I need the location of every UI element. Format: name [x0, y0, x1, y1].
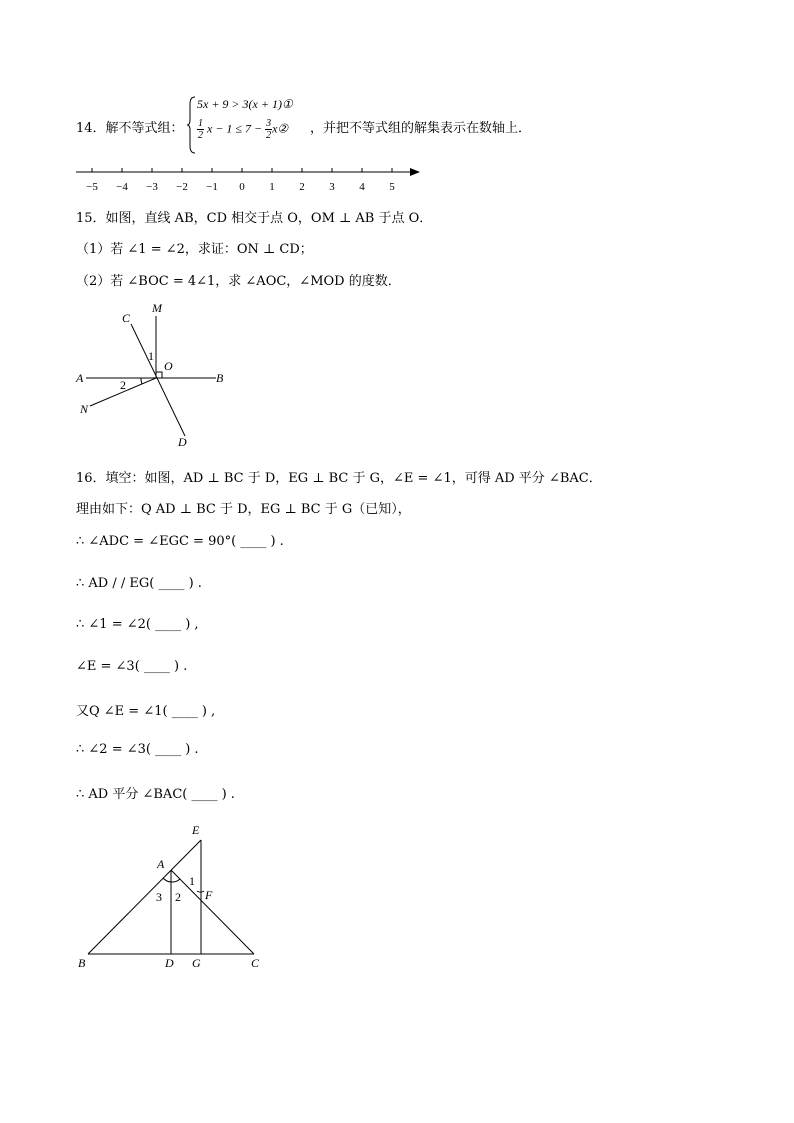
label-angle-3: 3	[156, 890, 162, 904]
label-c: C	[122, 311, 131, 325]
q15-line2: （1）若 ∠1 = ∠2，求证：ON ⊥ CD；	[76, 242, 313, 257]
tick-label: −4	[116, 181, 128, 193]
segment-ac	[171, 870, 254, 954]
q16-line1: 16．填空：如图，AD ⊥ BC 于 D，EG ⊥ BC 于 G，∠E = ∠1，可得 AD 平分 ∠BAC．	[76, 471, 602, 486]
label-d: D	[178, 435, 187, 449]
label-n: N	[80, 402, 89, 416]
q14-suffix: ，并把不等式组的解集表示在数轴上．	[310, 121, 532, 136]
arrow-right-icon	[410, 168, 420, 176]
label-a: A	[76, 371, 84, 385]
label-a2: A	[157, 857, 165, 871]
segment-be	[88, 840, 201, 954]
inequality-2-part-a: x − 1 ≤ 7 −	[207, 121, 263, 136]
label-angle-2: 2	[120, 378, 126, 392]
q16-step-4: ∠E = ∠3( ____ ) .	[76, 659, 188, 674]
label-m: M	[152, 301, 162, 315]
line-cd	[131, 324, 185, 436]
label-f: F	[205, 888, 213, 902]
fraction-half: $\frac{1}{2}$	[198, 118, 203, 141]
label-d2: D	[165, 956, 174, 970]
label-angle-1b: 1	[189, 874, 195, 888]
tick-label: 3	[329, 181, 335, 193]
label-b: B	[216, 371, 224, 385]
tick-label: −5	[86, 181, 98, 193]
q16-step-2: ∴ AD / / EG( ____ ) .	[76, 576, 202, 591]
fraction-three-halves: $\frac{3}{2}$	[266, 118, 272, 141]
figure-q15	[70, 296, 240, 451]
label-e: E	[192, 823, 200, 837]
q15-line1: 15．如图，直线 AB，CD 相交于点 O，OM ⊥ AB 于点 O．	[76, 211, 433, 226]
figure-q16	[70, 815, 280, 975]
q16-step-7: ∴ AD 平分 ∠BAC( ____ ) .	[76, 787, 235, 802]
q16-line2: 理由如下：Q AD ⊥ BC 于 D，EG ⊥ BC 于 G（已知），	[76, 502, 411, 517]
tick-label: −2	[176, 181, 188, 193]
label-angle-1: 1	[148, 349, 154, 363]
system-brace	[186, 96, 196, 158]
tick-label: 0	[239, 181, 245, 193]
tick-label: −3	[146, 181, 158, 193]
label-angle-2b: 2	[175, 890, 181, 904]
number-line	[70, 162, 430, 196]
label-b2: B	[78, 956, 86, 970]
label-o: O	[164, 359, 173, 373]
inequality-2	[197, 118, 288, 141]
q15-line3: （2）若 ∠BOC = 4∠1，求 ∠AOC，∠MOD 的度数．	[76, 274, 401, 289]
q14-prefix: 14．解不等式组：	[76, 121, 184, 136]
tick-label: −1	[206, 181, 218, 193]
tick-label: 4	[359, 181, 365, 193]
label-g: G	[192, 956, 201, 970]
inequality-1: 5x + 9 > 3(x + 1)①	[197, 97, 293, 111]
label-c2: C	[251, 956, 260, 970]
q16-step-6: ∴ ∠2 = ∠3( ____ ) .	[76, 742, 199, 757]
q16-step-1: ∴ ∠ADC = ∠EGC = 90°( ____ ) .	[76, 534, 284, 549]
tick-label: 1	[269, 181, 275, 193]
inequality-2-part-b: x②	[272, 121, 289, 136]
tick-label: 5	[389, 181, 395, 193]
angle-2-arc	[141, 378, 142, 384]
q16-step-5: 又Q ∠E = ∠1( ____ ) ,	[76, 704, 216, 719]
tick-label: 2	[299, 181, 305, 193]
q16-step-3: ∴ ∠1 = ∠2( ____ ) ,	[76, 617, 199, 632]
